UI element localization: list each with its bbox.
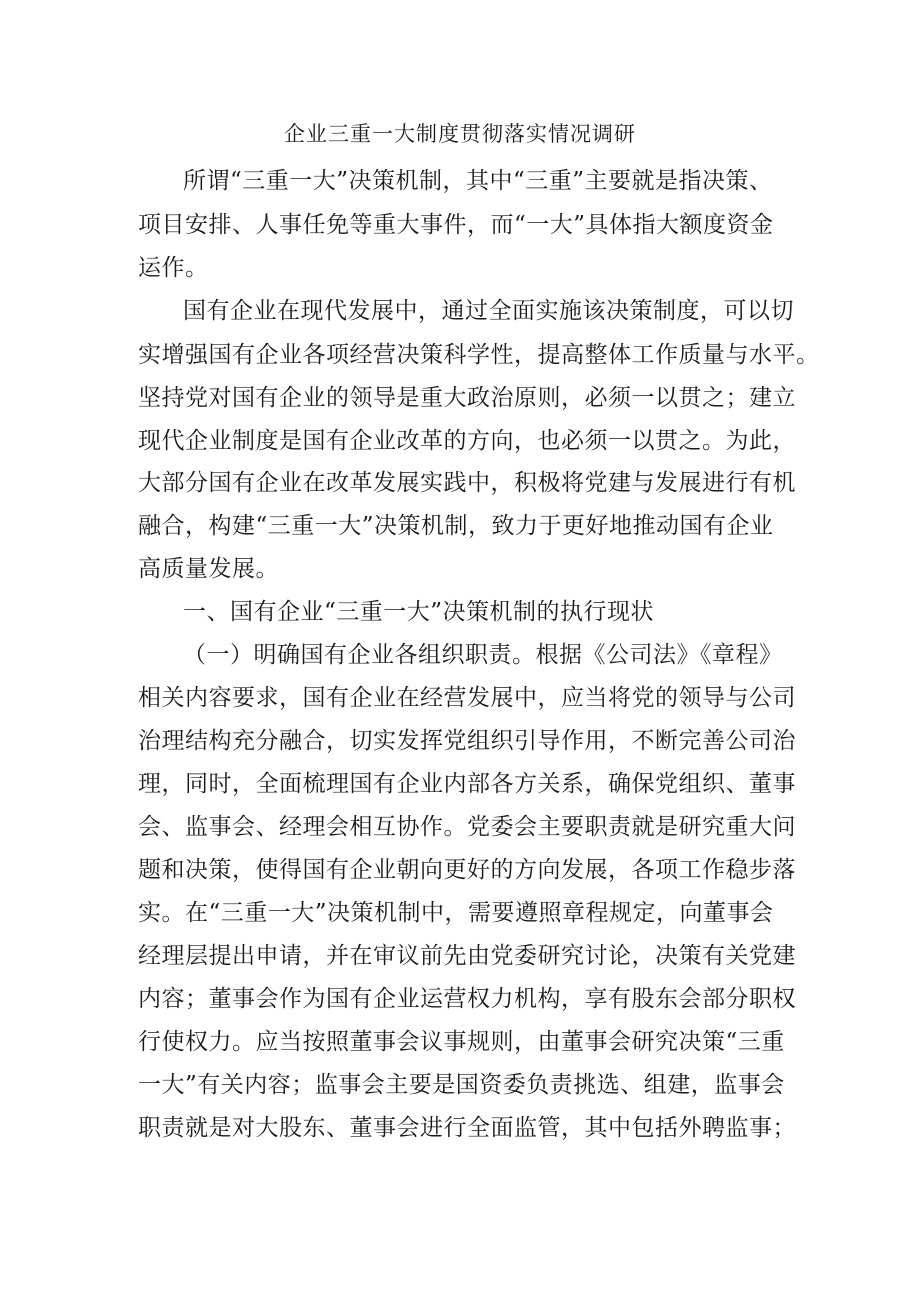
paragraph-line: 融合，构建“三重一大”决策机制，致力于更好地推动国有企业 [138, 513, 774, 539]
paragraph-line: 治理结构充分融合，切实发挥党组织引导作用，不断完善公司治 [138, 728, 796, 754]
paragraph-line: 运作。 [138, 255, 209, 281]
paragraph-line: 经理层提出申请，并在审议前先由党委研究讨论，决策有关党建 [138, 943, 796, 969]
paragraph-line: 职责就是对大股东、董事会进行全面监管，其中包括外聘监事； [138, 1115, 796, 1141]
paragraph-line: 坚持党对国有企业的领导是重大政治原则，必须一以贯之；建立 [138, 385, 796, 411]
paragraph-line: 实增强国有企业各项经营决策科学性，提高整体工作质量与水平。 [138, 342, 820, 368]
document-title: 企业三重一大制度贯彻落实情况调研 [284, 122, 636, 146]
paragraph-line: 题和决策，使得国有企业朝向更好的方向发展，各项工作稳步落 [138, 857, 796, 883]
paragraph-line: 大部分国有企业在改革发展实践中，积极将党建与发展进行有机 [138, 470, 796, 496]
paragraph-line: 项目安排、人事任免等重大事件，而“一大”具体指大额度资金 [138, 212, 774, 238]
paragraph-line: 高质量发展。 [138, 556, 279, 582]
paragraph-line: 国有企业在现代发展中，通过全面实施该决策制度，可以切 [183, 298, 794, 324]
paragraph-line: 相关内容要求，国有企业在经营发展中，应当将党的领导与公司 [138, 685, 796, 711]
paragraph-line: 行使权力。应当按照董事会议事规则，由董事会研究决策“三重 [138, 1029, 785, 1055]
paragraph-line: 一大”有关内容；监事会主要是国资委负责挑选、组建，监事会 [138, 1072, 785, 1098]
paragraph-line: 会、监事会、经理会相互协作。党委会主要职责就是研究重大问 [138, 814, 796, 840]
paragraph-line: （一）明确国有企业各组织职责。根据《公司法》《章程》 [183, 642, 783, 668]
paragraph-line: 理，同时，全面梳理国有企业内部各方关系，确保党组织、董事 [138, 771, 796, 797]
paragraph-line: 内容；董事会作为国有企业运营权力机构，享有股东会部分职权 [138, 986, 796, 1012]
section-heading: 一、国有企业“三重一大”决策机制的执行现状 [183, 599, 655, 625]
paragraph-line: 现代企业制度是国有企业改革的方向，也必须一以贯之。为此， [138, 428, 796, 454]
paragraph-line: 所谓“三重一大”决策机制，其中“三重”主要就是指决策、 [183, 168, 773, 194]
paragraph-line: 实。在“三重一大”决策机制中，需要遵照章程规定，向董事会 [138, 900, 774, 926]
